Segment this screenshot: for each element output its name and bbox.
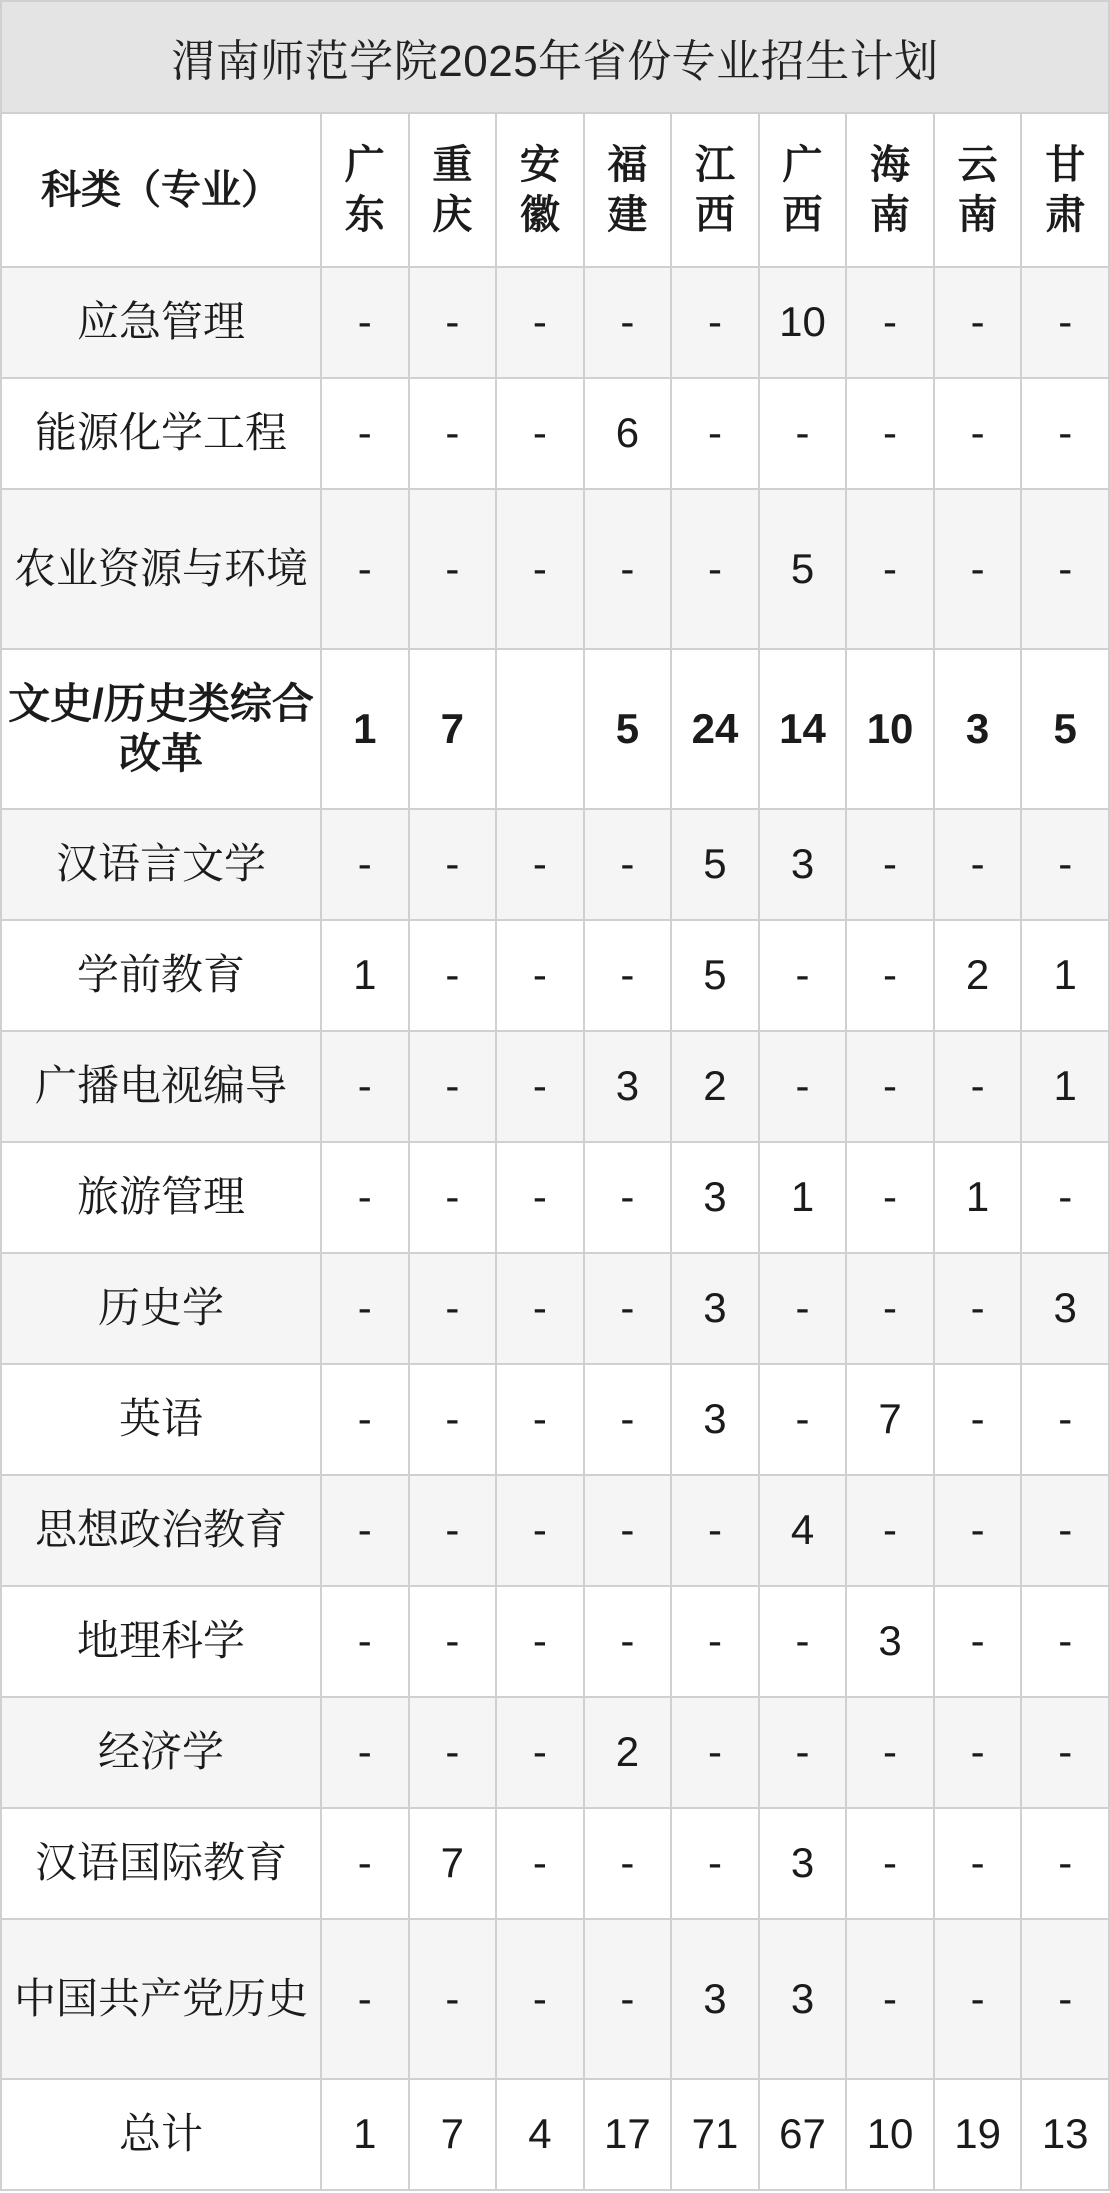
value-cell: - — [496, 1364, 584, 1475]
value-cell: - — [934, 1364, 1022, 1475]
value-cell: 17 — [584, 2079, 672, 2190]
value-cell: 1 — [321, 2079, 409, 2190]
value-cell: 1 — [1021, 1031, 1109, 1142]
value-cell: - — [409, 1697, 497, 1808]
table-row — [1, 1586, 1109, 1697]
title-row — [1, 1, 1109, 113]
row-label: 经济学 — [1, 1697, 321, 1808]
table-row — [1, 920, 1109, 1031]
value-cell: - — [1021, 1808, 1109, 1919]
value-cell: 5 — [584, 649, 672, 809]
value-cell: 4 — [759, 1475, 847, 1586]
table-row — [1, 489, 1109, 649]
value-cell: 3 — [671, 1364, 759, 1475]
value-cell: 3 — [759, 809, 847, 920]
value-cell: - — [409, 267, 497, 378]
value-cell: - — [846, 1031, 934, 1142]
value-cell: - — [759, 920, 847, 1031]
value-cell: - — [846, 378, 934, 489]
value-cell: - — [496, 1919, 584, 2079]
row-label: 文史/历史类综合改革 — [1, 649, 321, 809]
row-label: 中国共产党历史 — [1, 1919, 321, 2079]
value-cell: - — [584, 1475, 672, 1586]
value-cell: - — [846, 1919, 934, 2079]
table-row — [1, 378, 1109, 489]
value-cell: 1 — [321, 649, 409, 809]
value-cell: - — [496, 1586, 584, 1697]
value-cell: - — [409, 1031, 497, 1142]
value-cell: - — [496, 1475, 584, 1586]
table-row — [1, 1808, 1109, 1919]
table-title: 渭南师范学院2025年省份专业招生计划 — [1, 1, 1109, 113]
table-row — [1, 1919, 1109, 2079]
value-cell: - — [1021, 267, 1109, 378]
province-column-header: 安徽 — [496, 113, 584, 267]
province-column-header: 海南 — [846, 113, 934, 267]
value-cell: 71 — [671, 2079, 759, 2190]
value-cell: 24 — [671, 649, 759, 809]
value-cell: - — [759, 1586, 847, 1697]
value-cell: 3 — [671, 1142, 759, 1253]
value-cell: 2 — [584, 1697, 672, 1808]
value-cell: - — [846, 809, 934, 920]
value-cell: 14 — [759, 649, 847, 809]
table-row — [1, 267, 1109, 378]
province-column-header: 重庆 — [409, 113, 497, 267]
value-cell: - — [496, 1031, 584, 1142]
value-cell: - — [671, 267, 759, 378]
value-cell: - — [846, 1142, 934, 1253]
value-cell: - — [321, 378, 409, 489]
value-cell: - — [496, 378, 584, 489]
value-cell: - — [321, 267, 409, 378]
value-cell: - — [496, 1808, 584, 1919]
value-cell: 10 — [846, 649, 934, 809]
value-cell: - — [1021, 1364, 1109, 1475]
value-cell: - — [321, 1031, 409, 1142]
province-column-header: 甘肃 — [1021, 113, 1109, 267]
value-cell: - — [671, 1586, 759, 1697]
value-cell: - — [846, 920, 934, 1031]
value-cell: - — [409, 1253, 497, 1364]
value-cell: - — [321, 1142, 409, 1253]
value-cell: - — [1021, 1586, 1109, 1697]
value-cell — [496, 649, 584, 809]
province-column-header: 福建 — [584, 113, 672, 267]
value-cell: - — [846, 1475, 934, 1586]
value-cell: - — [409, 378, 497, 489]
value-cell: - — [1021, 1475, 1109, 1586]
value-cell: - — [321, 1364, 409, 1475]
value-cell: - — [671, 1697, 759, 1808]
value-cell: 3 — [584, 1031, 672, 1142]
value-cell: - — [1021, 809, 1109, 920]
value-cell: - — [934, 1475, 1022, 1586]
row-label: 学前教育 — [1, 920, 321, 1031]
enrollment-table-body — [1, 1, 1109, 2190]
value-cell: 3 — [759, 1919, 847, 2079]
row-label: 汉语国际教育 — [1, 1808, 321, 1919]
value-cell: - — [934, 1253, 1022, 1364]
value-cell: - — [321, 1253, 409, 1364]
value-cell: - — [671, 1808, 759, 1919]
value-cell: - — [846, 267, 934, 378]
value-cell: - — [934, 1808, 1022, 1919]
value-cell: - — [934, 378, 1022, 489]
value-cell: 3 — [1021, 1253, 1109, 1364]
value-cell: 7 — [409, 649, 497, 809]
value-cell: 4 — [496, 2079, 584, 2190]
value-cell: - — [846, 1808, 934, 1919]
value-cell: - — [496, 809, 584, 920]
value-cell: 5 — [671, 920, 759, 1031]
value-cell: - — [409, 1142, 497, 1253]
province-column-header: 广东 — [321, 113, 409, 267]
value-cell: - — [584, 1808, 672, 1919]
value-cell: - — [759, 378, 847, 489]
value-cell: - — [584, 489, 672, 649]
province-column-header: 云南 — [934, 113, 1022, 267]
value-cell: - — [934, 1919, 1022, 2079]
value-cell: - — [846, 1253, 934, 1364]
value-cell: - — [584, 1919, 672, 2079]
table-row — [1, 1253, 1109, 1364]
value-cell: 2 — [934, 920, 1022, 1031]
table-row — [1, 649, 1109, 809]
row-label: 旅游管理 — [1, 1142, 321, 1253]
value-cell: - — [759, 1364, 847, 1475]
value-cell: - — [846, 1697, 934, 1808]
value-cell: - — [409, 1475, 497, 1586]
value-cell: - — [496, 1142, 584, 1253]
table-row — [1, 1697, 1109, 1808]
value-cell: - — [321, 489, 409, 649]
value-cell: - — [1021, 378, 1109, 489]
province-column-header: 广西 — [759, 113, 847, 267]
row-label: 总计 — [1, 2079, 321, 2190]
value-cell: - — [496, 267, 584, 378]
row-label: 思想政治教育 — [1, 1475, 321, 1586]
value-cell: - — [584, 920, 672, 1031]
value-cell: - — [409, 1586, 497, 1697]
row-label: 能源化学工程 — [1, 378, 321, 489]
value-cell: - — [759, 1031, 847, 1142]
value-cell: 3 — [671, 1253, 759, 1364]
value-cell: - — [409, 1364, 497, 1475]
value-cell: - — [934, 1586, 1022, 1697]
value-cell: - — [671, 489, 759, 649]
value-cell: 7 — [409, 2079, 497, 2190]
value-cell: - — [409, 1919, 497, 2079]
total-row — [1, 2079, 1109, 2190]
table-row — [1, 1031, 1109, 1142]
value-cell: - — [584, 1364, 672, 1475]
value-cell: - — [321, 1919, 409, 2079]
value-cell: 3 — [846, 1586, 934, 1697]
value-cell: 5 — [1021, 649, 1109, 809]
row-label: 应急管理 — [1, 267, 321, 378]
value-cell: - — [496, 1253, 584, 1364]
value-cell: - — [934, 1697, 1022, 1808]
value-cell: - — [584, 1142, 672, 1253]
value-cell: 1 — [934, 1142, 1022, 1253]
value-cell: - — [759, 1697, 847, 1808]
value-cell: 1 — [1021, 920, 1109, 1031]
row-label: 历史学 — [1, 1253, 321, 1364]
table-row — [1, 1364, 1109, 1475]
value-cell: - — [1021, 489, 1109, 649]
value-cell: - — [321, 1475, 409, 1586]
value-cell: - — [1021, 1919, 1109, 2079]
row-label: 广播电视编导 — [1, 1031, 321, 1142]
header-row — [1, 113, 1109, 267]
category-column-header: 科类（专业） — [1, 113, 321, 267]
value-cell: 1 — [759, 1142, 847, 1253]
value-cell: - — [1021, 1142, 1109, 1253]
value-cell: 1 — [321, 920, 409, 1031]
value-cell: - — [671, 378, 759, 489]
value-cell: 13 — [1021, 2079, 1109, 2190]
value-cell: - — [321, 1808, 409, 1919]
value-cell: 3 — [759, 1808, 847, 1919]
value-cell: 7 — [846, 1364, 934, 1475]
value-cell: - — [321, 1697, 409, 1808]
value-cell: - — [409, 920, 497, 1031]
value-cell: 3 — [934, 649, 1022, 809]
value-cell: - — [934, 267, 1022, 378]
value-cell: 3 — [671, 1919, 759, 2079]
value-cell: - — [496, 920, 584, 1031]
row-label: 地理科学 — [1, 1586, 321, 1697]
value-cell: - — [934, 809, 1022, 920]
value-cell: - — [584, 1253, 672, 1364]
table-row — [1, 1142, 1109, 1253]
value-cell: - — [1021, 1697, 1109, 1808]
value-cell: 67 — [759, 2079, 847, 2190]
province-column-header: 江西 — [671, 113, 759, 267]
value-cell: - — [584, 267, 672, 378]
value-cell: - — [846, 489, 934, 649]
value-cell: - — [934, 489, 1022, 649]
value-cell: - — [584, 809, 672, 920]
value-cell: 2 — [671, 1031, 759, 1142]
value-cell: - — [496, 489, 584, 649]
value-cell: 6 — [584, 378, 672, 489]
value-cell: 5 — [759, 489, 847, 649]
value-cell: 5 — [671, 809, 759, 920]
row-label: 农业资源与环境 — [1, 489, 321, 649]
value-cell: 10 — [759, 267, 847, 378]
value-cell: - — [409, 809, 497, 920]
value-cell: - — [584, 1586, 672, 1697]
table-row — [1, 809, 1109, 920]
value-cell: 10 — [846, 2079, 934, 2190]
table-row — [1, 1475, 1109, 1586]
value-cell: 7 — [409, 1808, 497, 1919]
value-cell: - — [409, 489, 497, 649]
value-cell: - — [934, 1031, 1022, 1142]
value-cell: - — [321, 1586, 409, 1697]
value-cell: - — [321, 809, 409, 920]
value-cell: 19 — [934, 2079, 1022, 2190]
row-label: 汉语言文学 — [1, 809, 321, 920]
value-cell: - — [496, 1697, 584, 1808]
value-cell: - — [671, 1475, 759, 1586]
value-cell: - — [759, 1253, 847, 1364]
row-label: 英语 — [1, 1364, 321, 1475]
